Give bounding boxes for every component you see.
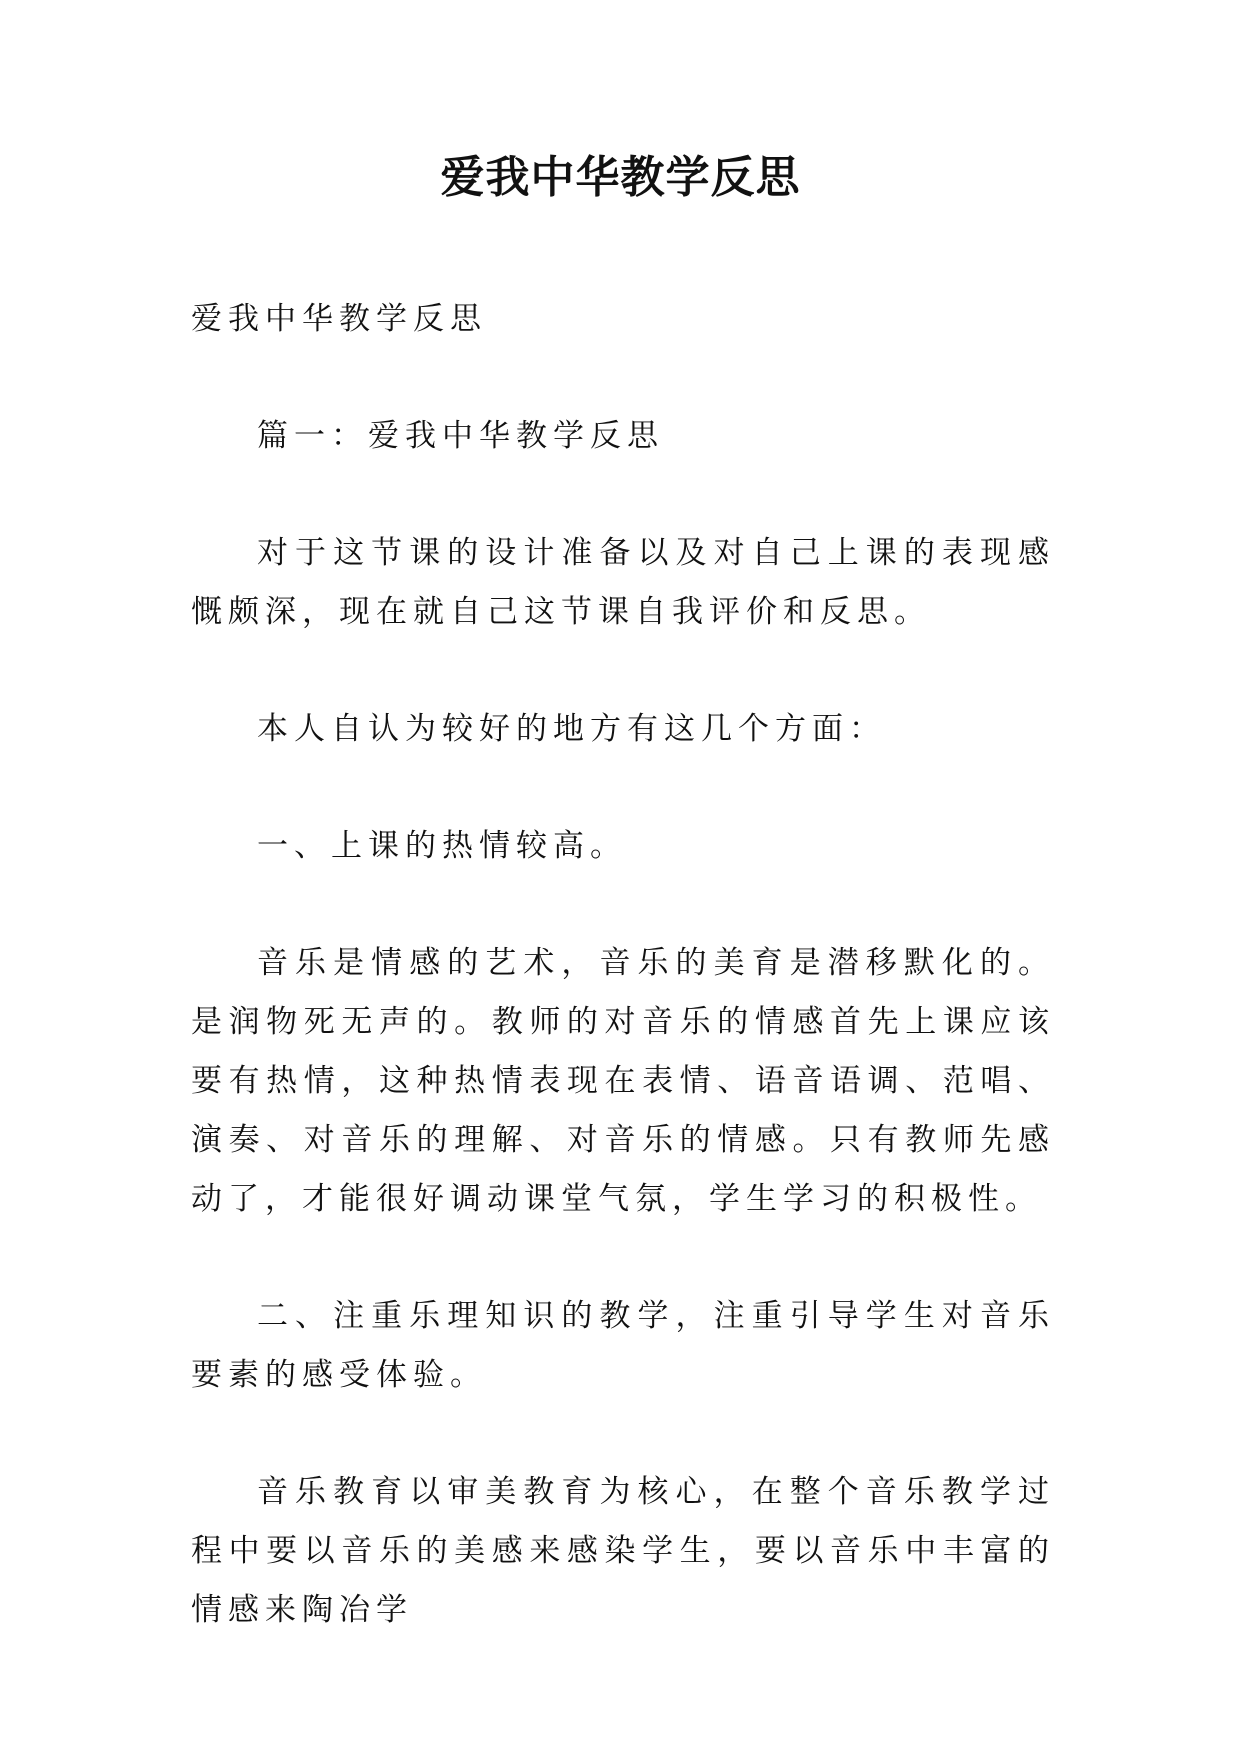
- document-body: [191, 290, 1055, 1698]
- paragraph: 本人自认为较好的地方有这几个方面：: [257, 711, 886, 747]
- paragraph-subtitle: 爱我中华教学反思: [191, 301, 487, 337]
- paragraph-section-heading: 篇一：爱我中华教学反思: [257, 418, 664, 454]
- paragraph: 对于这节课的设计准备以及对自己上课的表现感慨颇深，现在就自己这节课自我评价和反思。: [191, 535, 1055, 630]
- paragraph-point-heading: 二、注重乐理知识的教学，注重引导学生对音乐要素的感受体验。: [191, 1298, 1055, 1393]
- paragraph: 音乐教育以审美教育为核心，在整个音乐教学过程中要以音乐的美感来感染学生，要以音乐中丰富的情感来陶冶学: [191, 1474, 1055, 1628]
- document-title: 爱我中华教学反思: [440, 152, 801, 203]
- paragraph-point-heading: 一、上课的热情较高。: [257, 828, 627, 864]
- paragraph: 音乐是情感的艺术，音乐的美育是潜移默化的。是润物死无声的。教师的对音乐的情感首先上课应该要有热情，这种热情表现在表情、语音语调、范唱、演奏、对音乐的理解、对音乐的情感。只有教师先感动了，才能很好调动课堂气氛，学生学习的积极性。: [191, 945, 1055, 1217]
